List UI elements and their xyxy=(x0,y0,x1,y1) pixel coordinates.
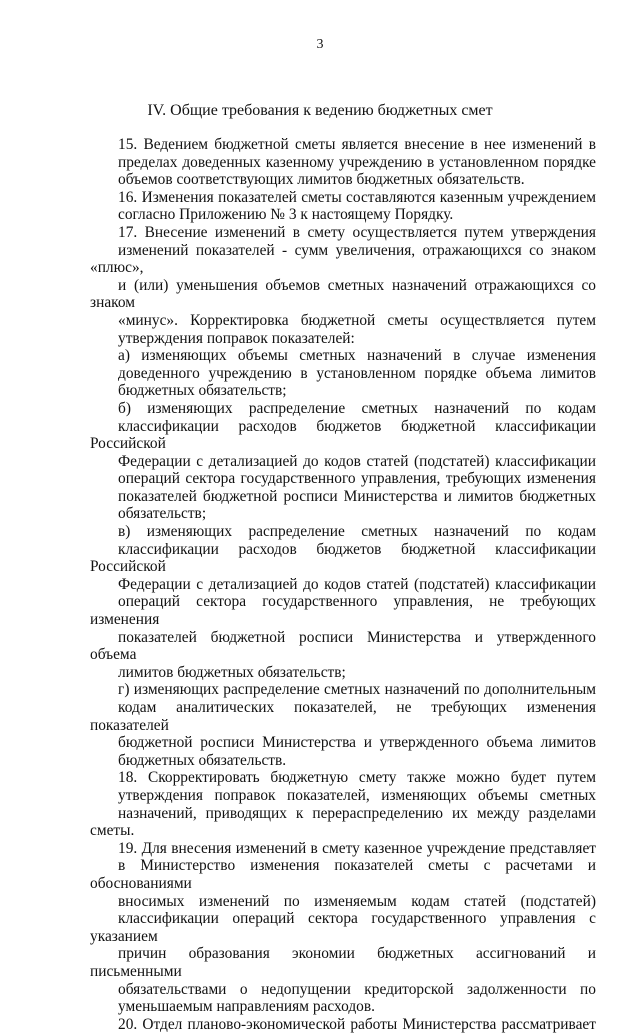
paragraph-line: классификации расходов бюджетов бюджетной классификации Российской xyxy=(90,417,596,453)
paragraph-line: вносимых изменений по изменяемым кодам статей (подстатей) xyxy=(118,892,596,910)
paragraph-line: объемов соответствующих лимитов бюджетных обязательств. xyxy=(118,171,525,189)
paragraph-line: операций сектора государственного управления, не требующих изменения xyxy=(90,593,596,629)
paragraph xyxy=(90,347,596,400)
paragraph-line: показателей бюджетной росписи Министерства и утвержденного объема xyxy=(90,628,596,664)
paragraph xyxy=(90,189,596,224)
paragraph xyxy=(90,681,596,769)
paragraph-line: обязательств; xyxy=(118,505,207,523)
paragraph xyxy=(90,1016,596,1033)
paragraph-line: утверждения поправок показателей, изменяющих объемы сметных xyxy=(118,786,596,804)
paragraph-line: бюджетных обязательств. xyxy=(118,751,287,769)
paragraph-line: лимитов бюджетных обязательств; xyxy=(118,663,346,681)
paragraph-line: бюджетных обязательств; xyxy=(118,382,287,400)
paragraph-line: утверждения поправок показателей: xyxy=(118,329,355,347)
paragraph-line: изменений показателей - сумм увеличения, отражающихся со знаком «плюс», xyxy=(90,241,596,277)
paragraph-line: в) изменяющих распределение сметных назначений по кодам xyxy=(118,523,596,541)
paragraph xyxy=(90,523,596,681)
paragraph xyxy=(90,136,596,189)
paragraph-line: 18. Скорректировать бюджетную смету также можно будет путем xyxy=(118,769,596,787)
paragraph-line: показателей бюджетной росписи Министерства и лимитов бюджетных xyxy=(118,487,596,505)
paragraph xyxy=(90,224,596,347)
paragraph xyxy=(90,769,596,839)
paragraph-line: пределах доведенных казенному учреждению в установленном порядке xyxy=(118,153,596,171)
paragraph-line: в Министерство изменения показателей сметы с расчетами и обоснованиями xyxy=(90,857,596,892)
section-heading: IV. Общие требования к ведению бюджетных смет xyxy=(147,102,493,119)
paragraph-line: 19. Для внесения изменений в смету казенное учреждение представляет xyxy=(118,839,596,857)
paragraph-line: уменьшаемым направлениям расходов. xyxy=(118,998,375,1016)
document-body xyxy=(90,136,596,1033)
paragraph-line: 16. Изменения показателей сметы составляются казенным учреждением xyxy=(118,188,596,206)
paragraph-line: г) изменяющих распределение сметных назначений по дополнительным xyxy=(118,681,596,699)
paragraph-line: и (или) уменьшения объемов сметных назначений отражающихся со знаком xyxy=(90,276,596,312)
paragraph-line: Федерации с детализацией до кодов статей (подстатей) классификации xyxy=(118,452,596,470)
paragraph-line: кодам аналитических показателей, не требующих изменения показателей xyxy=(90,699,596,734)
paragraph-line: классификации операций сектора государственного управления с указанием xyxy=(90,910,596,945)
paragraph-line: бюджетной росписи Министерства и утвержденного объема лимитов xyxy=(118,734,596,752)
paragraph-line: 15. Ведением бюджетной сметы является внесение в нее изменений в xyxy=(118,136,596,153)
paragraph-line: «минус». Корректировка бюджетной сметы осуществляется путем xyxy=(118,311,596,329)
paragraph-line: 17. Внесение изменений в смету осуществляется путем утверждения xyxy=(118,223,596,241)
paragraph-line: а) изменяющих объемы сметных назначений в случае изменения xyxy=(118,347,596,365)
paragraph xyxy=(90,840,596,1016)
page-number: 3 xyxy=(316,37,324,52)
paragraph-line: классификации расходов бюджетов бюджетной классификации Российской xyxy=(90,540,596,576)
paragraph-line: операций сектора государственного управления, требующих изменения xyxy=(118,470,596,488)
paragraph-line: б) изменяющих распределение сметных назначений по кодам xyxy=(118,399,596,417)
paragraph-line: согласно Приложению № 3 к настоящему Порядку. xyxy=(118,206,454,224)
paragraph-line: Федерации с детализацией до кодов статей (подстатей) классификации xyxy=(118,575,596,593)
paragraph-line: причин образования экономии бюджетных ассигнований и письменными xyxy=(90,945,596,980)
paragraph-line: обязательствами о недопущении кредиторской задолженности по xyxy=(118,980,596,998)
paragraph-line: 20. Отдел планово-экономической работы Министерства рассматривает xyxy=(118,1015,596,1033)
paragraph-line: назначений, приводящих к перераспределению их между разделами сметы. xyxy=(90,804,596,840)
paragraph xyxy=(90,400,596,523)
paragraph-line: доведенного учреждению в установленном порядке объема лимитов xyxy=(118,364,596,382)
